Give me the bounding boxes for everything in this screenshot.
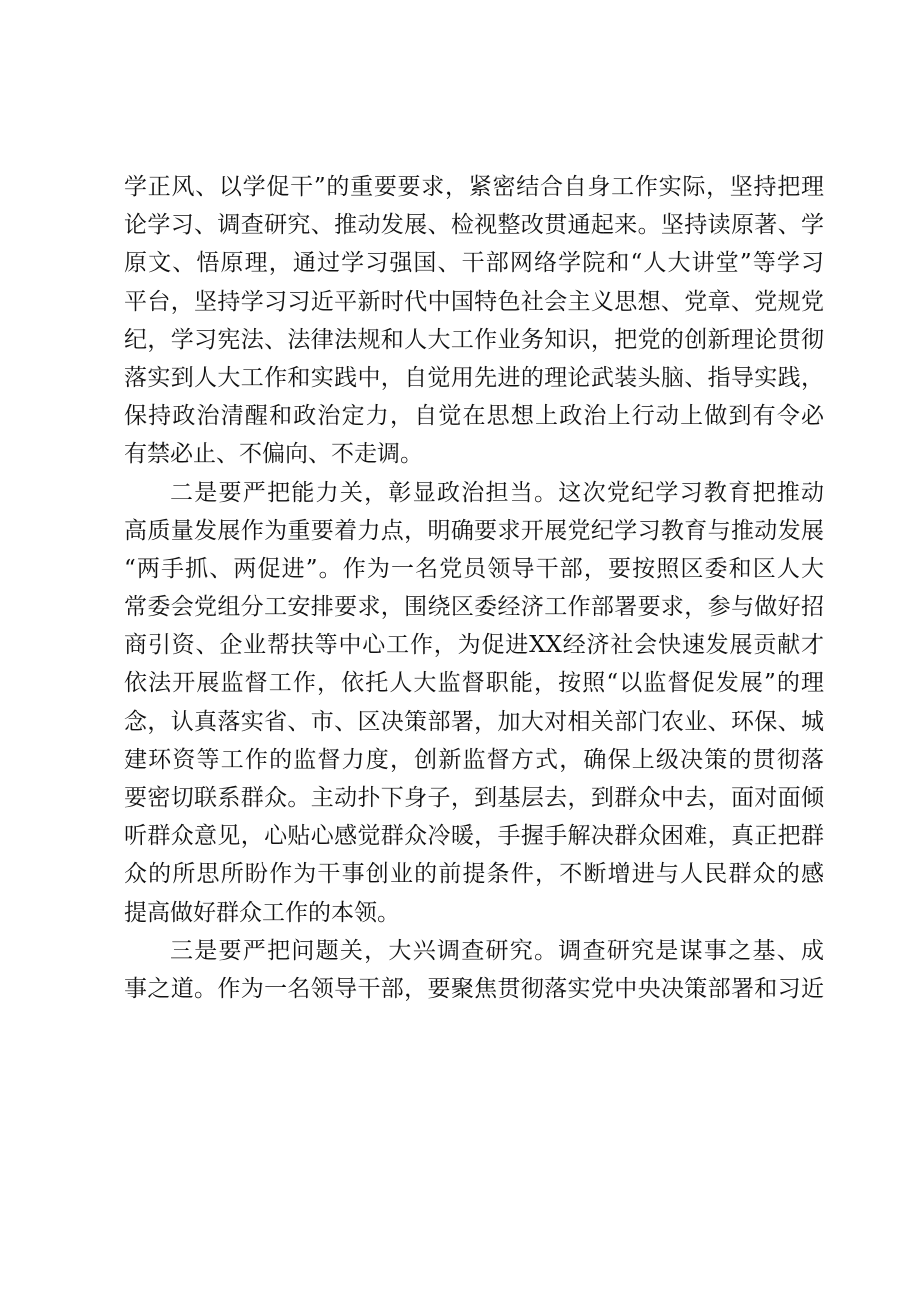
paragraph-start-line: 三是要严把问题关，大兴调查研究。调查研究是谋事之基、成 — [170, 937, 824, 964]
text-line: 高质量发展作为重要着力点，明确要求开展党纪学习教育与推动发展 — [124, 517, 824, 544]
text-line: 商引资、企业帮扶等中心工作，为促进XX经济社会快速发展贡献才 — [124, 632, 824, 659]
text-line: 平台，坚持学习习近平新时代中国特色社会主义思想、党章、党规党 — [124, 288, 824, 315]
paragraph-start-line: 二是要严把能力关，彰显政治担当。这次党纪学习教育把推动 — [170, 479, 824, 506]
text-line: 众的所思所盼作为干事创业的前提条件，不断增进与人民群众的感 — [124, 861, 824, 888]
text-line: 提高做好群众工作的本领。 — [124, 899, 400, 926]
text-line: “两手抓、两促进”。作为一名党员领导干部，要按照区委和区人大 — [124, 555, 824, 582]
text-line: 论学习、调查研究、推动发展、检视整改贯通起来。坚持读原著、学 — [124, 212, 824, 239]
document-body — [124, 168, 824, 1008]
text-line: 念，认真落实省、市、区决策部署，加大对相关部门农业、环保、城 — [124, 708, 824, 735]
text-line: 常委会党组分工安排要求，围绕区委经济工作部署要求，参与做好招 — [124, 594, 824, 621]
text-line: 建环资等工作的监督力度，创新监督方式，确保上级决策的贯彻落 — [124, 746, 824, 773]
text-line: 听群众意见，心贴心感觉群众冷暖，手握手解决群众困难，真正把群 — [124, 823, 824, 850]
text-line: 要密切联系群众。主动扑下身子，到基层去，到群众中去，面对面倾 — [124, 785, 824, 811]
text-line: 纪，学习宪法、法律法规和人大工作业务知识，把党的创新理论贯彻 — [124, 326, 824, 353]
text-line: 事之道。作为一名领导干部，要聚焦贯彻落实党中央决策部署和习近 — [124, 975, 824, 1002]
text-line: 有禁必止、不偏向、不走调。 — [124, 441, 423, 468]
text-line: 保持政治清醒和政治定力，自觉在思想上政治上行动上做到有令必 — [124, 403, 824, 430]
text-line: 依法开展监督工作，依托人大监督职能，按照“以监督促发展”的理 — [124, 670, 824, 697]
text-line: 落实到人大工作和实践中，自觉用先进的理论武装头脑、指导实践， — [124, 364, 824, 391]
text-line: 原文、悟原理，通过学习强国、干部网络学院和“人大讲堂”等学习 — [124, 250, 824, 277]
text-line: 学正风、以学促干”的重要要求，紧密结合自身工作实际，坚持把理 — [124, 174, 824, 200]
